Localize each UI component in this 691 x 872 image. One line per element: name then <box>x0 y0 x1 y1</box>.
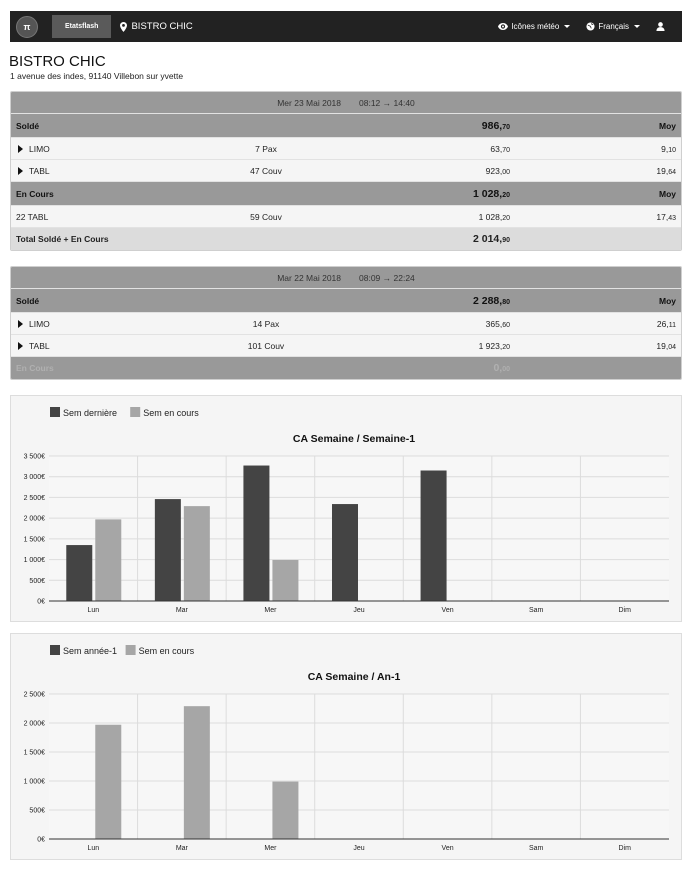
day-date: Mer 23 Mai 2018 <box>277 97 342 108</box>
legend-label: Sem dernière <box>63 408 118 418</box>
y-tick-label: 0€ <box>37 598 45 606</box>
navbar <box>10 11 682 42</box>
x-tick-label: Sam <box>528 607 544 614</box>
day-summary-panel <box>10 91 682 251</box>
total-row <box>11 228 681 250</box>
row-amount: 1 028, <box>478 211 503 222</box>
row-count: 101 Couv <box>247 340 285 351</box>
row-amount: 1 923, <box>478 340 503 351</box>
table-row[interactable] <box>11 138 681 160</box>
row-average: 19, <box>656 340 669 351</box>
table-row[interactable] <box>11 313 681 335</box>
x-tick-label: Sam <box>528 845 544 852</box>
row-average-cents: 11 <box>668 321 676 329</box>
solde-amount: 2 288, <box>473 294 503 307</box>
weather-icons-dropdown[interactable] <box>498 22 570 31</box>
bar <box>421 471 447 602</box>
chart-title: CA Semaine / An-1 <box>307 671 401 683</box>
row-count: 59 Couv <box>250 211 282 222</box>
moy-label: Moy <box>659 120 676 131</box>
solde-amount-cents: 80 <box>502 298 510 306</box>
y-tick-label: 500€ <box>29 577 45 585</box>
chart-week-vs-last-year <box>10 633 682 860</box>
caret-down-icon <box>564 25 570 28</box>
x-tick-label: Jeu <box>353 845 365 852</box>
row-average-cents: 04 <box>668 343 676 351</box>
chart-week-vs-last-week <box>10 395 682 622</box>
store-name: BISTRO CHIC <box>131 21 193 32</box>
store-address: 1 avenue des indes, 91140 Villebon sur yvette <box>10 71 184 81</box>
bar <box>66 545 92 601</box>
x-tick-label: Mer <box>264 845 277 852</box>
encours-amount-cents: 00 <box>502 366 510 373</box>
legend-label: Sem année-1 <box>63 646 118 656</box>
row-name: LIMO <box>29 318 50 329</box>
x-tick-label: Ven <box>441 845 454 852</box>
chart-title: CA Semaine / Semaine-1 <box>292 433 416 445</box>
y-tick-label: 2 500€ <box>23 494 45 502</box>
x-tick-label: Lun <box>87 607 100 614</box>
y-tick-label: 3 500€ <box>23 453 45 461</box>
row-amount-cents: 00 <box>502 168 510 176</box>
row-average-cents: 64 <box>668 168 676 176</box>
day-time-range: 08:12 → 14:40 <box>359 97 415 108</box>
y-tick-label: 500€ <box>29 807 45 815</box>
language-dropdown[interactable] <box>586 22 640 31</box>
globe-icon <box>586 22 595 31</box>
x-tick-label: Ven <box>441 607 454 614</box>
day-header <box>11 267 681 289</box>
weather-icons-label: Icônes météo <box>511 22 560 31</box>
table-row[interactable] <box>11 160 681 182</box>
day-date: Mar 22 Mai 2018 <box>277 272 342 283</box>
solde-amount: 986, <box>481 119 503 132</box>
bar <box>184 506 210 601</box>
x-tick-label: Jeu <box>353 607 365 614</box>
expand-icon[interactable] <box>18 145 23 153</box>
solde-label: Soldé <box>16 120 40 131</box>
y-tick-label: 0€ <box>37 836 45 844</box>
user-icon <box>656 22 665 31</box>
row-count: 47 Couv <box>250 165 282 176</box>
legend-swatch <box>130 407 140 417</box>
row-amount-cents: 70 <box>502 146 510 154</box>
encours-label: En Cours <box>16 363 54 373</box>
expand-icon[interactable] <box>18 320 23 328</box>
x-tick-label: Mar <box>175 607 188 614</box>
bar-chart <box>11 396 681 621</box>
row-name: TABL <box>29 165 50 176</box>
encours-amount: 1 028, <box>473 187 503 200</box>
bar <box>95 519 121 601</box>
language-label: Français <box>598 22 629 31</box>
encours-amount: 0, <box>493 362 503 374</box>
x-tick-label: Mar <box>175 845 188 852</box>
x-tick-label: Dim <box>618 607 631 614</box>
legend-label: Sem en cours <box>143 408 199 418</box>
legend-swatch <box>50 407 60 417</box>
x-tick-label: Lun <box>87 845 100 852</box>
user-menu[interactable] <box>656 22 668 31</box>
row-name: TABL <box>29 340 50 351</box>
solde-row <box>11 114 681 138</box>
y-tick-label: 2 000€ <box>23 720 45 728</box>
row-amount: 63, <box>490 143 503 154</box>
logo[interactable]: π <box>16 16 38 38</box>
y-tick-label: 1 000€ <box>23 778 45 786</box>
y-tick-label: 1 500€ <box>23 749 45 757</box>
moy-label: Moy <box>659 295 676 306</box>
day-time-range: 08:09 → 22:24 <box>359 272 415 283</box>
bar-chart <box>11 634 681 859</box>
row-name: 22 TABL <box>16 211 49 222</box>
solde-label: Soldé <box>16 295 40 306</box>
row-amount-cents: 60 <box>502 321 510 329</box>
encours-amount-cents: 20 <box>502 191 510 199</box>
plot-area <box>49 694 669 839</box>
row-amount: 365, <box>485 318 503 329</box>
solde-row <box>11 289 681 313</box>
day-header <box>11 92 681 114</box>
bar <box>95 725 121 839</box>
y-tick-label: 2 500€ <box>23 691 45 699</box>
page-title: BISTRO CHIC <box>9 53 106 70</box>
encours-label: En Cours <box>16 188 54 199</box>
encours-row <box>11 357 681 379</box>
total-amount: 2 014, <box>473 233 503 245</box>
bar <box>272 782 298 839</box>
store-selector[interactable] <box>120 21 192 32</box>
y-tick-label: 2 000€ <box>23 515 45 523</box>
moy-label: Moy <box>659 188 676 199</box>
map-pin-icon <box>120 22 127 32</box>
table-row <box>11 206 681 228</box>
caret-down-icon <box>634 25 640 28</box>
x-tick-label: Dim <box>618 845 631 852</box>
solde-amount-cents: 70 <box>502 123 510 131</box>
x-tick-label: Mer <box>264 607 277 614</box>
row-average-cents: 43 <box>668 214 676 222</box>
row-average: 17, <box>656 211 669 222</box>
row-average: 26, <box>656 318 669 329</box>
row-count: 7 Pax <box>255 143 277 154</box>
bar <box>332 504 358 601</box>
y-tick-label: 1 500€ <box>23 536 45 544</box>
total-amount-cents: 90 <box>502 237 510 244</box>
row-count: 14 Pax <box>252 318 280 329</box>
etatsflash-button[interactable]: Etatsflash <box>52 15 111 38</box>
total-label: Total Soldé + En Cours <box>16 234 109 244</box>
plot-area <box>49 456 669 601</box>
row-amount-cents: 20 <box>502 214 510 222</box>
row-average: 9, <box>661 143 669 154</box>
expand-icon[interactable] <box>18 167 23 175</box>
eye-icon <box>498 23 508 30</box>
encours-row <box>11 182 681 206</box>
row-average: 19, <box>656 165 669 176</box>
row-amount-cents: 20 <box>502 343 510 351</box>
expand-icon[interactable] <box>18 342 23 350</box>
bar <box>184 706 210 839</box>
bar <box>243 466 269 601</box>
row-amount: 923, <box>485 165 503 176</box>
legend-label: Sem en cours <box>138 646 195 656</box>
day-summary-panel <box>10 266 682 380</box>
y-tick-label: 1 000€ <box>23 557 45 565</box>
y-tick-label: 3 000€ <box>23 474 45 482</box>
legend-swatch <box>50 645 60 655</box>
bar <box>272 560 298 601</box>
legend-swatch <box>126 645 136 655</box>
table-row[interactable] <box>11 335 681 357</box>
bar <box>155 499 181 601</box>
row-name: LIMO <box>29 143 50 154</box>
row-average-cents: 10 <box>668 146 676 154</box>
